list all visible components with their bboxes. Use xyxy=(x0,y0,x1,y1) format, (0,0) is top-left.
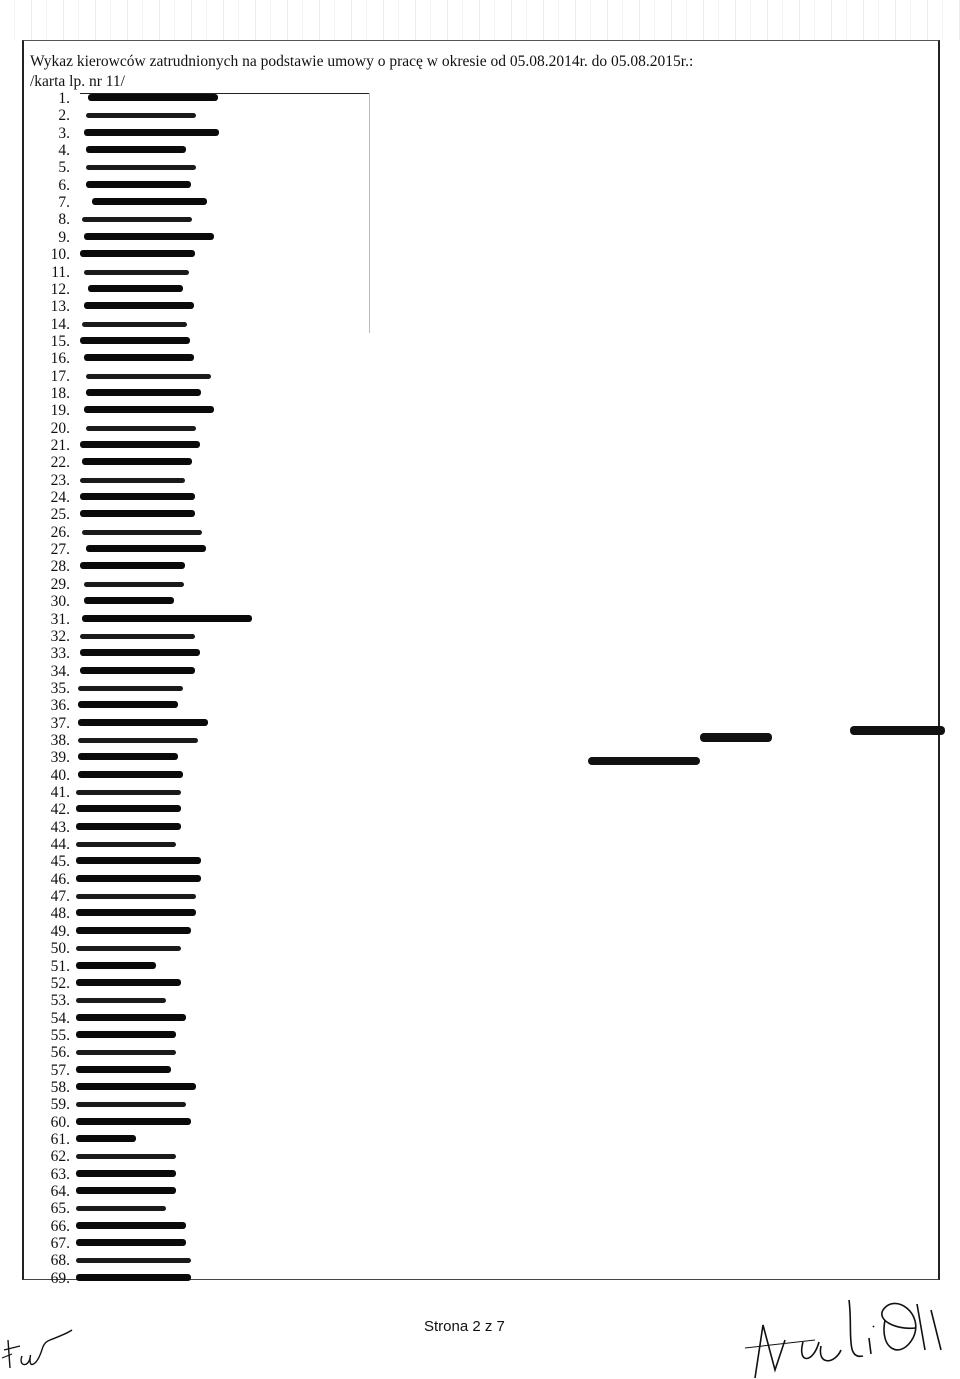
signature-right-icon xyxy=(745,1280,955,1379)
redacted-name xyxy=(86,113,196,118)
redacted-name xyxy=(86,374,211,379)
redacted-name xyxy=(80,510,195,517)
list-item-number: 64. xyxy=(50,1183,70,1201)
list-item-number: 45. xyxy=(50,853,70,871)
list-item-number: 56. xyxy=(50,1044,70,1062)
list-item-number: 14. xyxy=(50,315,70,333)
list-item-number: 62. xyxy=(50,1148,70,1166)
redacted-name xyxy=(80,634,195,639)
redacted-name xyxy=(86,181,191,188)
document-title: Wykaz kierowców zatrudnionych na podstawie umowy o pracę w okresie od 05.08.2014r. do 05.08.2015r.: xyxy=(30,53,694,70)
redacted-name xyxy=(84,302,194,309)
redacted-name xyxy=(78,753,178,760)
list-item-number: 12. xyxy=(50,280,70,298)
redacted-name xyxy=(78,701,178,708)
redacted-name xyxy=(76,805,181,812)
list-item-number: 40. xyxy=(50,766,70,784)
list-item-number: 51. xyxy=(50,957,70,975)
redacted-name xyxy=(76,1066,171,1073)
list-item-number: 55. xyxy=(50,1026,70,1044)
list-item-number: 50. xyxy=(50,940,70,958)
list-item-number: 7. xyxy=(58,194,70,212)
signature-left-icon xyxy=(0,1310,90,1379)
list-item-number: 43. xyxy=(50,818,70,836)
redacted-name xyxy=(82,615,252,622)
redacted-name xyxy=(82,217,192,222)
redacted-name xyxy=(84,597,174,604)
list-item-number: 9. xyxy=(58,228,70,246)
redaction-blob xyxy=(700,733,772,742)
redacted-name xyxy=(80,250,195,257)
redacted-name xyxy=(76,998,166,1003)
redacted-name xyxy=(80,478,185,483)
redacted-name xyxy=(76,962,156,969)
redacted-name xyxy=(76,1050,176,1055)
redacted-name xyxy=(76,1206,166,1211)
redacted-name xyxy=(76,979,181,986)
list-item-number: 68. xyxy=(50,1252,70,1270)
redacted-name xyxy=(88,285,183,292)
list-item-number: 17. xyxy=(50,367,70,385)
list-item-number: 47. xyxy=(50,888,70,906)
list-item-number: 63. xyxy=(50,1165,70,1183)
redacted-name xyxy=(80,562,185,569)
list-item-number: 54. xyxy=(50,1009,70,1027)
redacted-name xyxy=(76,1239,186,1246)
list-item-number: 19. xyxy=(50,402,70,420)
redacted-name xyxy=(86,165,196,170)
redacted-name xyxy=(76,875,201,882)
list-item-number: 23. xyxy=(50,471,70,489)
list-item-number: 67. xyxy=(50,1235,70,1253)
redacted-name xyxy=(86,146,186,153)
list-item-number: 24. xyxy=(50,489,70,507)
list-item-number: 25. xyxy=(50,506,70,524)
redacted-name xyxy=(76,823,181,830)
list-item-number: 58. xyxy=(50,1078,70,1096)
list-item-number: 20. xyxy=(50,419,70,437)
list-item-number: 29. xyxy=(50,575,70,593)
list-item-number: 66. xyxy=(50,1217,70,1235)
redacted-name xyxy=(88,94,218,101)
redacted-name xyxy=(76,946,181,951)
list-item-number: 36. xyxy=(50,697,70,715)
redaction-blob xyxy=(850,726,945,735)
redacted-name xyxy=(80,649,200,656)
redacted-name xyxy=(82,458,192,465)
redacted-name xyxy=(76,909,196,916)
redacted-name xyxy=(80,337,190,344)
redacted-name xyxy=(92,198,207,205)
list-item-number: 44. xyxy=(50,836,70,854)
redacted-name xyxy=(76,1014,186,1021)
list-item-number: 53. xyxy=(50,992,70,1010)
list-item-number: 11. xyxy=(51,263,70,281)
redacted-name xyxy=(84,354,194,361)
redacted-name xyxy=(80,667,195,674)
redacted-name xyxy=(76,1222,186,1229)
list-item-number: 21. xyxy=(50,437,70,454)
list-item-number: 15. xyxy=(50,332,70,350)
document-subtitle: /karta lp. nr 11/ xyxy=(30,73,125,90)
redacted-name xyxy=(76,1083,196,1090)
list-item-number: 30. xyxy=(50,593,70,611)
redacted-name xyxy=(80,441,200,448)
redaction-blob xyxy=(588,757,700,765)
list-item-number: 69. xyxy=(50,1269,70,1287)
list-item-number: 18. xyxy=(50,384,70,402)
list-item-number: 6. xyxy=(58,176,70,194)
redacted-name xyxy=(86,389,201,396)
list-item-number: 32. xyxy=(50,627,70,645)
redacted-name xyxy=(76,1154,176,1159)
list-item-number: 27. xyxy=(50,541,70,559)
list-item-number: 48. xyxy=(50,905,70,923)
redacted-name xyxy=(76,1187,176,1194)
list-item-number: 28. xyxy=(50,558,70,576)
redacted-name xyxy=(84,270,189,275)
redacted-name xyxy=(78,719,208,726)
list-item-number: 26. xyxy=(50,523,70,541)
list-item-number: 33. xyxy=(50,645,70,663)
redacted-name xyxy=(84,233,214,240)
list-item-number: 8. xyxy=(58,211,70,229)
list-item-number: 65. xyxy=(50,1200,70,1218)
redacted-name xyxy=(80,493,195,500)
list-item-number: 34. xyxy=(50,662,70,680)
list-item-number: 3. xyxy=(58,124,70,142)
redacted-name xyxy=(76,1170,176,1177)
list-item-number: 22. xyxy=(50,454,70,472)
list-item-number: 1. xyxy=(58,90,70,107)
redacted-name xyxy=(76,894,196,899)
redacted-name xyxy=(76,1031,176,1038)
list-item-number: 49. xyxy=(50,922,70,940)
list-item-number: 4. xyxy=(58,142,70,160)
redacted-name xyxy=(76,790,181,795)
redacted-name xyxy=(76,1274,191,1281)
list-item-number: 5. xyxy=(58,159,70,177)
redacted-name xyxy=(76,842,176,847)
redacted-name xyxy=(76,1102,186,1107)
list-item-number: 31. xyxy=(50,610,70,628)
redacted-name xyxy=(76,1258,191,1263)
redacted-name xyxy=(82,530,202,535)
list-item-number: 60. xyxy=(50,1113,70,1131)
redacted-name xyxy=(76,927,191,934)
list-item-number: 61. xyxy=(50,1131,70,1148)
list-item-number: 2. xyxy=(58,107,70,125)
list-item-number: 41. xyxy=(50,784,70,801)
redacted-name xyxy=(86,545,206,552)
list-item-number: 39. xyxy=(50,749,70,767)
redacted-name xyxy=(78,686,183,691)
list-item-number: 16. xyxy=(50,350,70,368)
redacted-name xyxy=(84,129,219,136)
list-item-number: 57. xyxy=(50,1061,70,1079)
list-item-number: 46. xyxy=(50,870,70,888)
list-item-number: 38. xyxy=(50,731,70,749)
redacted-name xyxy=(76,1118,191,1125)
list-item-number: 10. xyxy=(50,246,70,264)
list-item-number: 42. xyxy=(50,801,70,819)
redacted-name xyxy=(86,426,196,431)
redacted-name xyxy=(78,771,183,778)
page-number: Strona 2 z 7 xyxy=(424,1318,505,1335)
list-item-number: 13. xyxy=(50,298,70,316)
list-item-number: 35. xyxy=(50,679,70,697)
redacted-name xyxy=(82,322,187,327)
redacted-name xyxy=(84,406,214,413)
list-item-number: 52. xyxy=(50,974,70,992)
list-item-number: 37. xyxy=(50,714,70,732)
redacted-name xyxy=(84,582,184,587)
redacted-name xyxy=(76,857,201,864)
redacted-name xyxy=(78,738,198,743)
redacted-name xyxy=(76,1135,136,1142)
list-item-number: 59. xyxy=(50,1096,70,1114)
